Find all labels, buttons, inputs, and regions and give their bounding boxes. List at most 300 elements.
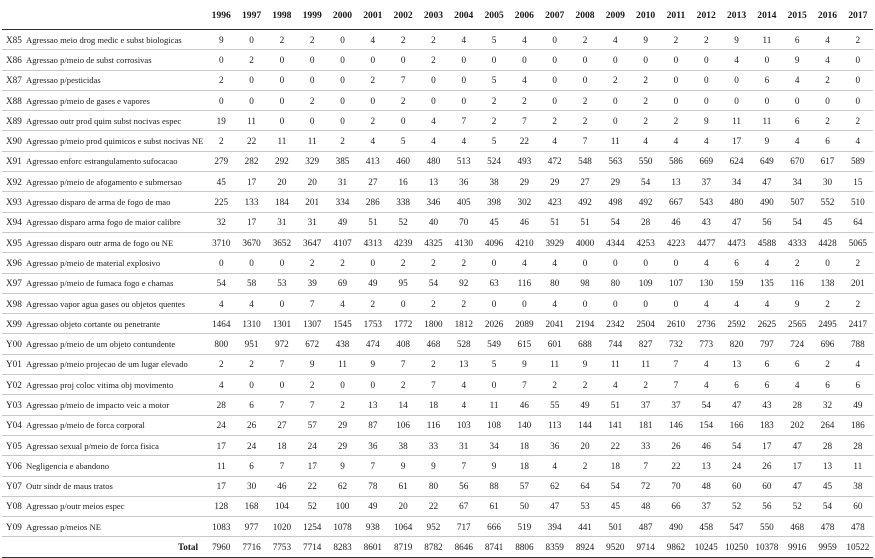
value-cell: 9	[782, 293, 812, 313]
value-cell: 29	[327, 415, 357, 435]
mortality-table	[2, 2, 873, 558]
total-value-cell: 8359	[540, 537, 570, 558]
value-cell: 2	[206, 131, 236, 151]
value-cell: 4	[540, 456, 570, 476]
year-header: 2009	[600, 2, 630, 30]
value-cell: 32	[812, 395, 842, 415]
value-cell: 7	[418, 375, 448, 395]
total-value-cell: 10522	[843, 537, 873, 558]
table-row	[2, 30, 873, 50]
value-cell: 56	[752, 496, 782, 516]
value-cell: 1310	[236, 314, 266, 334]
value-cell: 4477	[691, 232, 721, 252]
table-row	[2, 375, 873, 395]
value-cell: 11	[752, 111, 782, 131]
total-value-cell: 9520	[600, 537, 630, 558]
row-label: Agressao p/meio de afogamento e submersao	[25, 172, 206, 192]
value-cell: 20	[570, 435, 600, 455]
value-cell: 4	[327, 293, 357, 313]
value-cell: 13	[661, 172, 691, 192]
value-cell: 6	[782, 111, 812, 131]
row-label: Agressao p/meio de gases e vapores	[25, 90, 206, 110]
value-cell: 9	[630, 30, 660, 50]
row-code: Y08	[2, 496, 25, 516]
row-label: Agressao objeto cortante ou penetrante	[25, 314, 206, 334]
value-cell: 0	[600, 253, 630, 273]
year-header: 2016	[812, 2, 842, 30]
table-row	[2, 314, 873, 334]
value-cell: 0	[540, 30, 570, 50]
total-value-cell: 9862	[661, 537, 691, 558]
value-cell: 2495	[812, 314, 842, 334]
value-cell: 0	[449, 90, 479, 110]
value-cell: 2	[449, 253, 479, 273]
value-cell: 405	[449, 192, 479, 212]
value-cell: 53	[267, 273, 297, 293]
value-cell: 2504	[630, 314, 660, 334]
year-header: 2011	[661, 2, 691, 30]
value-cell: 31	[297, 212, 327, 232]
value-cell: 2342	[600, 314, 630, 334]
value-cell: 4	[691, 131, 721, 151]
value-cell: 54	[418, 273, 448, 293]
value-cell: 0	[691, 90, 721, 110]
value-cell: 0	[267, 375, 297, 395]
value-cell: 2	[570, 375, 600, 395]
value-cell: 0	[630, 293, 660, 313]
value-cell: 2	[570, 30, 600, 50]
value-cell: 4	[782, 70, 812, 90]
value-cell: 9	[570, 354, 600, 374]
value-cell: 11	[479, 395, 509, 415]
value-cell: 26	[236, 415, 266, 435]
value-cell: 20	[267, 172, 297, 192]
value-cell: 34	[721, 172, 751, 192]
value-cell: 0	[358, 253, 388, 273]
value-cell: 9	[782, 50, 812, 70]
value-cell: 32	[206, 212, 236, 232]
value-cell: 11	[297, 131, 327, 151]
value-cell: 4325	[418, 232, 448, 252]
value-cell: 1064	[388, 517, 418, 537]
value-cell: 15	[843, 172, 873, 192]
value-cell: 5	[479, 354, 509, 374]
value-cell: 0	[479, 293, 509, 313]
value-cell: 0	[570, 293, 600, 313]
value-cell: 38	[388, 435, 418, 455]
value-cell: 458	[691, 517, 721, 537]
value-cell: 56	[449, 476, 479, 496]
value-cell: 2	[449, 293, 479, 313]
value-cell: 28	[812, 435, 842, 455]
value-cell: 18	[509, 435, 539, 455]
value-cell: 0	[358, 50, 388, 70]
value-cell: 3929	[540, 232, 570, 252]
value-cell: 2	[570, 90, 600, 110]
value-cell: 624	[721, 151, 751, 171]
value-cell: 52	[297, 496, 327, 516]
value-cell: 22	[418, 496, 448, 516]
value-cell: 615	[509, 334, 539, 354]
value-cell: 952	[418, 517, 448, 537]
value-cell: 22	[297, 476, 327, 496]
value-cell: 4333	[782, 232, 812, 252]
value-cell: 4	[812, 50, 842, 70]
value-cell: 4253	[630, 232, 660, 252]
value-cell: 11	[540, 354, 570, 374]
value-cell: 2	[418, 354, 448, 374]
year-header: 2017	[843, 2, 873, 30]
value-cell: 11	[630, 354, 660, 374]
value-cell: 0	[267, 111, 297, 131]
table-row	[2, 476, 873, 496]
total-label: Total	[2, 537, 206, 558]
value-cell: 0	[327, 50, 357, 70]
value-cell: 7	[297, 395, 327, 415]
table-row	[2, 435, 873, 455]
value-cell: 2	[843, 111, 873, 131]
row-code: Y03	[2, 395, 25, 415]
value-cell: 2	[418, 293, 448, 313]
value-cell: 717	[449, 517, 479, 537]
value-cell: 4	[691, 293, 721, 313]
value-cell: 0	[570, 253, 600, 273]
value-cell: 0	[297, 111, 327, 131]
value-cell: 9	[721, 30, 751, 50]
value-cell: 45	[600, 496, 630, 516]
value-cell: 549	[479, 334, 509, 354]
value-cell: 550	[630, 151, 660, 171]
row-label: Agressao outr prod quim subst nocivas espec	[25, 111, 206, 131]
value-cell: 26	[661, 435, 691, 455]
value-cell: 38	[479, 172, 509, 192]
value-cell: 617	[812, 151, 842, 171]
value-cell: 30	[236, 476, 266, 496]
row-code: X99	[2, 314, 25, 334]
value-cell: 2	[630, 90, 660, 110]
value-cell: 0	[540, 50, 570, 70]
value-cell: 6	[236, 395, 266, 415]
value-cell: 4	[812, 30, 842, 50]
value-cell: 0	[449, 50, 479, 70]
value-cell: 7	[388, 70, 418, 90]
value-cell: 7	[630, 456, 660, 476]
value-cell: 2	[327, 395, 357, 415]
value-cell: 43	[752, 395, 782, 415]
value-cell: 519	[509, 517, 539, 537]
value-cell: 31	[449, 435, 479, 455]
value-cell: 58	[236, 273, 266, 293]
year-header: 2010	[630, 2, 660, 30]
total-value-cell: 7753	[267, 537, 297, 558]
value-cell: 528	[449, 334, 479, 354]
value-cell: 9	[418, 456, 448, 476]
value-cell: 49	[843, 395, 873, 415]
value-cell: 394	[540, 517, 570, 537]
value-cell: 88	[479, 476, 509, 496]
value-cell: 480	[721, 192, 751, 212]
value-cell: 116	[782, 273, 812, 293]
value-cell: 47	[782, 476, 812, 496]
value-cell: 279	[206, 151, 236, 171]
value-cell: 135	[752, 273, 782, 293]
value-cell: 4	[691, 354, 721, 374]
value-cell: 6	[721, 375, 751, 395]
value-cell: 408	[388, 334, 418, 354]
value-cell: 2	[691, 30, 721, 50]
value-cell: 0	[661, 253, 691, 273]
value-cell: 54	[721, 435, 751, 455]
value-cell: 6	[782, 354, 812, 374]
value-cell: 6	[752, 354, 782, 374]
value-cell: 2417	[843, 314, 873, 334]
total-value-cell: 10378	[752, 537, 782, 558]
value-cell: 30	[812, 172, 842, 192]
row-label: Agressao enforc estrangulamento sufocacao	[25, 151, 206, 171]
value-cell: 6	[236, 456, 266, 476]
value-cell: 0	[752, 50, 782, 70]
value-cell: 54	[782, 212, 812, 232]
year-header: 2015	[782, 2, 812, 30]
year-header: 2007	[540, 2, 570, 30]
value-cell: 601	[540, 334, 570, 354]
row-label: Agressao p/meio prod quimicos e subst nocivas NE	[25, 131, 206, 151]
value-cell: 2	[418, 253, 448, 273]
value-cell: 17	[721, 131, 751, 151]
value-cell: 22	[236, 131, 266, 151]
value-cell: 57	[297, 415, 327, 435]
value-cell: 4	[691, 253, 721, 273]
value-cell: 18	[600, 456, 630, 476]
value-cell: 0	[479, 375, 509, 395]
value-cell: 146	[661, 415, 691, 435]
value-cell: 9	[388, 456, 418, 476]
value-cell: 9	[691, 111, 721, 131]
row-label: Agressao p/meio de forca corporal	[25, 415, 206, 435]
value-cell: 104	[267, 496, 297, 516]
value-cell: 95	[388, 273, 418, 293]
value-cell: 202	[782, 415, 812, 435]
value-cell: 109	[630, 273, 660, 293]
value-cell: 140	[509, 415, 539, 435]
value-cell: 586	[661, 151, 691, 171]
header-label-cell	[25, 2, 206, 30]
value-cell: 46	[691, 435, 721, 455]
total-value-cell: 9714	[630, 537, 660, 558]
value-cell: 438	[327, 334, 357, 354]
row-label: Agressao p/meio de fumaca fogo e chamas	[25, 273, 206, 293]
value-cell: 48	[630, 496, 660, 516]
value-cell: 2	[540, 375, 570, 395]
value-cell: 0	[721, 90, 751, 110]
value-cell: 1772	[388, 314, 418, 334]
row-code: X95	[2, 232, 25, 252]
value-cell: 2592	[721, 314, 751, 334]
value-cell: 0	[267, 253, 297, 273]
row-code: X94	[2, 212, 25, 232]
value-cell: 17	[206, 476, 236, 496]
value-cell: 4	[509, 30, 539, 50]
row-label: Negligencia e abandono	[25, 456, 206, 476]
row-code: Y01	[2, 354, 25, 374]
value-cell: 0	[540, 70, 570, 90]
value-cell: 490	[752, 192, 782, 212]
value-cell: 2	[267, 30, 297, 50]
value-cell: 2	[236, 50, 266, 70]
value-cell: 7	[297, 293, 327, 313]
table-row	[2, 192, 873, 212]
value-cell: 0	[236, 70, 266, 90]
total-value-cell: 10245	[691, 537, 721, 558]
value-cell: 550	[752, 517, 782, 537]
row-code: X86	[2, 50, 25, 70]
value-cell: 0	[206, 253, 236, 273]
value-cell: 4130	[449, 232, 479, 252]
value-cell: 4428	[812, 232, 842, 252]
value-cell: 14	[388, 395, 418, 415]
value-cell: 159	[721, 273, 751, 293]
value-cell: 0	[509, 293, 539, 313]
value-cell: 2	[782, 253, 812, 273]
row-code: Y05	[2, 435, 25, 455]
value-cell: 37	[630, 395, 660, 415]
value-cell: 24	[206, 415, 236, 435]
value-cell: 26	[752, 456, 782, 476]
value-cell: 51	[540, 212, 570, 232]
value-cell: 2	[600, 70, 630, 90]
table-row	[2, 172, 873, 192]
value-cell: 2	[297, 30, 327, 50]
value-cell: 2	[479, 111, 509, 131]
value-cell: 31	[327, 172, 357, 192]
value-cell: 6	[782, 30, 812, 50]
value-cell: 60	[752, 476, 782, 496]
value-cell: 385	[327, 151, 357, 171]
value-cell: 498	[600, 192, 630, 212]
value-cell: 4	[449, 375, 479, 395]
value-cell: 70	[661, 476, 691, 496]
value-cell: 107	[661, 273, 691, 293]
value-cell: 7	[267, 456, 297, 476]
value-cell: 2	[630, 111, 660, 131]
value-cell: 4	[782, 131, 812, 151]
total-value-cell: 8924	[570, 537, 600, 558]
value-cell: 493	[509, 151, 539, 171]
value-cell: 589	[843, 151, 873, 171]
value-cell: 55	[540, 395, 570, 415]
value-cell: 225	[206, 192, 236, 212]
value-cell: 11	[600, 131, 630, 151]
value-cell: 49	[358, 496, 388, 516]
row-code: Y02	[2, 375, 25, 395]
value-cell: 2	[812, 111, 842, 131]
table-row	[2, 354, 873, 374]
value-cell: 5065	[843, 232, 873, 252]
value-cell: 951	[236, 334, 266, 354]
value-cell: 29	[327, 435, 357, 455]
value-cell: 2	[206, 70, 236, 90]
value-cell: 820	[721, 334, 751, 354]
value-cell: 183	[752, 415, 782, 435]
value-cell: 46	[267, 476, 297, 496]
value-cell: 60	[721, 476, 751, 496]
value-cell: 11	[327, 354, 357, 374]
row-label: Agressao p/meio de subst corrosivas	[25, 50, 206, 70]
value-cell: 501	[600, 517, 630, 537]
value-cell: 4	[630, 131, 660, 151]
value-cell: 3652	[267, 232, 297, 252]
value-cell: 649	[752, 151, 782, 171]
value-cell: 492	[570, 192, 600, 212]
row-label: Agressao p/meio projecao de um lugar elevado	[25, 354, 206, 374]
value-cell: 797	[752, 334, 782, 354]
value-cell: 292	[267, 151, 297, 171]
value-cell: 18	[267, 435, 297, 455]
value-cell: 2	[297, 90, 327, 110]
value-cell: 2	[509, 90, 539, 110]
value-cell: 17	[236, 172, 266, 192]
value-cell: 13	[812, 456, 842, 476]
value-cell: 5	[479, 131, 509, 151]
value-cell: 507	[782, 192, 812, 212]
value-cell: 4096	[479, 232, 509, 252]
value-cell: 78	[358, 476, 388, 496]
value-cell: 7	[267, 395, 297, 415]
value-cell: 1020	[267, 517, 297, 537]
value-cell: 0	[479, 253, 509, 273]
value-cell: 2026	[479, 314, 509, 334]
value-cell: 1078	[327, 517, 357, 537]
value-cell: 1083	[206, 517, 236, 537]
value-cell: 563	[600, 151, 630, 171]
year-header: 1998	[267, 2, 297, 30]
value-cell: 108	[479, 415, 509, 435]
value-cell: 0	[600, 90, 630, 110]
value-cell: 2610	[661, 314, 691, 334]
value-cell: 0	[297, 50, 327, 70]
value-cell: 13	[691, 456, 721, 476]
value-cell: 2	[358, 70, 388, 90]
value-cell: 524	[479, 151, 509, 171]
value-cell: 1545	[327, 314, 357, 334]
value-cell: 282	[236, 151, 266, 171]
value-cell: 0	[206, 50, 236, 70]
value-cell: 6	[843, 375, 873, 395]
value-cell: 72	[630, 476, 660, 496]
row-code: X96	[2, 253, 25, 273]
value-cell: 4	[843, 131, 873, 151]
value-cell: 16	[388, 172, 418, 192]
value-cell: 800	[206, 334, 236, 354]
value-cell: 732	[661, 334, 691, 354]
value-cell: 37	[691, 496, 721, 516]
row-label: Agressao p/meio de um objeto contundente	[25, 334, 206, 354]
table-row	[2, 273, 873, 293]
value-cell: 2	[630, 70, 660, 90]
value-cell: 2	[297, 253, 327, 273]
value-cell: 133	[236, 192, 266, 212]
value-cell: 184	[267, 192, 297, 212]
value-cell: 54	[691, 395, 721, 415]
value-cell: 480	[418, 151, 448, 171]
value-cell: 7	[267, 354, 297, 374]
value-cell: 468	[782, 517, 812, 537]
value-cell: 57	[509, 476, 539, 496]
value-cell: 46	[509, 395, 539, 415]
value-cell: 4223	[661, 232, 691, 252]
value-cell: 977	[236, 517, 266, 537]
value-cell: 0	[267, 90, 297, 110]
